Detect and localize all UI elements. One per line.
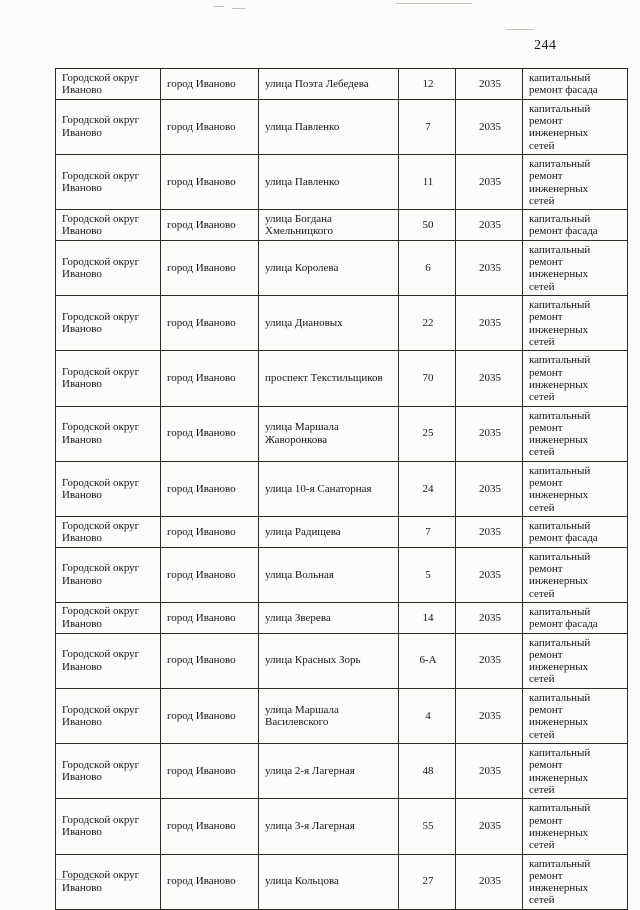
cell-year: 2035: [456, 547, 523, 602]
cell-work: капитальный ремонт инженерных сетей: [523, 154, 628, 209]
cell-year: 2035: [456, 633, 523, 688]
cell-district: Городской округ Иваново: [56, 210, 161, 241]
cell-year: 2035: [456, 154, 523, 209]
cell-house: 4: [399, 688, 456, 743]
cell-work: капитальный ремонт инженерных сетей: [523, 744, 628, 799]
cell-house: 12: [399, 69, 456, 100]
scan-artifact: [214, 6, 224, 7]
cell-house: 11: [399, 154, 456, 209]
table-row: [56, 517, 628, 548]
cell-work: капитальный ремонт фасада: [523, 517, 628, 548]
table-row: [56, 461, 628, 516]
cell-district: Городской округ Иваново: [56, 547, 161, 602]
table-body: [56, 69, 628, 910]
table-row: [56, 854, 628, 909]
table-row: [56, 799, 628, 854]
scan-artifact: [506, 29, 534, 30]
cell-house: 24: [399, 461, 456, 516]
cell-city: город Иваново: [161, 69, 259, 100]
cell-district: Городской округ Иваново: [56, 602, 161, 633]
cell-street: улица Зверева: [259, 602, 399, 633]
cell-street: улица Поэта Лебедева: [259, 69, 399, 100]
cell-year: 2035: [456, 517, 523, 548]
table-row: [56, 547, 628, 602]
cell-city: город Иваново: [161, 461, 259, 516]
cell-city: город Иваново: [161, 351, 259, 406]
table-row: [56, 240, 628, 295]
cell-work: капитальный ремонт инженерных сетей: [523, 351, 628, 406]
cell-year: 2035: [456, 461, 523, 516]
cell-street: улица 3-я Лагерная: [259, 799, 399, 854]
cell-house: 70: [399, 351, 456, 406]
cell-city: город Иваново: [161, 854, 259, 909]
cell-house: 6: [399, 240, 456, 295]
cell-district: Городской округ Иваново: [56, 99, 161, 154]
cell-street: улица Красных Зорь: [259, 633, 399, 688]
cell-city: город Иваново: [161, 406, 259, 461]
cell-house: 55: [399, 799, 456, 854]
cell-house: 7: [399, 99, 456, 154]
cell-year: 2035: [456, 744, 523, 799]
cell-district: Городской округ Иваново: [56, 744, 161, 799]
cell-street: улица Богдана Хмельницкого: [259, 210, 399, 241]
table-row: [56, 633, 628, 688]
cell-city: город Иваново: [161, 517, 259, 548]
table-row: [56, 406, 628, 461]
cell-district: Городской округ Иваново: [56, 633, 161, 688]
page-number: 244: [534, 38, 557, 53]
cell-work: капитальный ремонт фасада: [523, 210, 628, 241]
cell-work: капитальный ремонт инженерных сетей: [523, 99, 628, 154]
cell-street: улица Радищева: [259, 517, 399, 548]
table-row: [56, 744, 628, 799]
cell-work: капитальный ремонт инженерных сетей: [523, 296, 628, 351]
table-row: [56, 154, 628, 209]
cell-city: город Иваново: [161, 99, 259, 154]
cell-street: улица Вольная: [259, 547, 399, 602]
cell-district: Городской округ Иваново: [56, 517, 161, 548]
cell-district: Городской округ Иваново: [56, 240, 161, 295]
cell-city: город Иваново: [161, 799, 259, 854]
cell-city: город Иваново: [161, 633, 259, 688]
cell-street: улица Кольцова: [259, 854, 399, 909]
cell-street: улица 10-я Санаторная: [259, 461, 399, 516]
cell-district: Городской округ Иваново: [56, 688, 161, 743]
cell-house: 22: [399, 296, 456, 351]
cell-house: 7: [399, 517, 456, 548]
cell-work: капитальный ремонт инженерных сетей: [523, 633, 628, 688]
cell-year: 2035: [456, 99, 523, 154]
repair-program-table: [55, 68, 628, 910]
cell-street: улица Павленко: [259, 154, 399, 209]
table-row: [56, 69, 628, 100]
cell-street: улица Маршала Жаворонкова: [259, 406, 399, 461]
cell-work: капитальный ремонт фасада: [523, 69, 628, 100]
cell-house: 25: [399, 406, 456, 461]
cell-city: город Иваново: [161, 688, 259, 743]
cell-year: 2035: [456, 602, 523, 633]
table-row: [56, 296, 628, 351]
cell-city: город Иваново: [161, 296, 259, 351]
cell-city: город Иваново: [161, 210, 259, 241]
cell-work: капитальный ремонт инженерных сетей: [523, 854, 628, 909]
cell-street: улица Диановых: [259, 296, 399, 351]
cell-work: капитальный ремонт инженерных сетей: [523, 547, 628, 602]
cell-city: город Иваново: [161, 744, 259, 799]
cell-house: 48: [399, 744, 456, 799]
cell-year: 2035: [456, 799, 523, 854]
cell-district: Городской округ Иваново: [56, 69, 161, 100]
cell-year: 2035: [456, 854, 523, 909]
cell-street: улица 2-я Лагерная: [259, 744, 399, 799]
cell-district: Городской округ Иваново: [56, 154, 161, 209]
cell-house: 6-А: [399, 633, 456, 688]
cell-street: проспект Текстильщиков: [259, 351, 399, 406]
cell-year: 2035: [456, 240, 523, 295]
cell-city: город Иваново: [161, 602, 259, 633]
cell-street: улица Маршала Василевского: [259, 688, 399, 743]
cell-city: город Иваново: [161, 154, 259, 209]
cell-year: 2035: [456, 351, 523, 406]
cell-year: 2035: [456, 688, 523, 743]
cell-work: капитальный ремонт инженерных сетей: [523, 406, 628, 461]
cell-work: капитальный ремонт инженерных сетей: [523, 688, 628, 743]
cell-street: улица Королева: [259, 240, 399, 295]
scan-artifact: [396, 3, 472, 4]
cell-city: город Иваново: [161, 547, 259, 602]
cell-district: Городской округ Иваново: [56, 799, 161, 854]
cell-house: 27: [399, 854, 456, 909]
scan-artifact: [232, 8, 246, 9]
cell-work: капитальный ремонт инженерных сетей: [523, 461, 628, 516]
table-row: [56, 351, 628, 406]
cell-year: 2035: [456, 210, 523, 241]
table-row: [56, 602, 628, 633]
cell-district: Городской округ Иваново: [56, 854, 161, 909]
cell-district: Городской округ Иваново: [56, 296, 161, 351]
cell-district: Городской округ Иваново: [56, 351, 161, 406]
cell-year: 2035: [456, 406, 523, 461]
cell-work: капитальный ремонт инженерных сетей: [523, 799, 628, 854]
cell-year: 2035: [456, 296, 523, 351]
cell-house: 14: [399, 602, 456, 633]
cell-city: город Иваново: [161, 240, 259, 295]
cell-house: 5: [399, 547, 456, 602]
cell-work: капитальный ремонт инженерных сетей: [523, 240, 628, 295]
table-row: [56, 99, 628, 154]
cell-house: 50: [399, 210, 456, 241]
table-row: [56, 210, 628, 241]
cell-district: Городской округ Иваново: [56, 406, 161, 461]
cell-district: Городской округ Иваново: [56, 461, 161, 516]
table-row: [56, 688, 628, 743]
cell-street: улица Павленко: [259, 99, 399, 154]
cell-work: капитальный ремонт фасада: [523, 602, 628, 633]
cell-year: 2035: [456, 69, 523, 100]
